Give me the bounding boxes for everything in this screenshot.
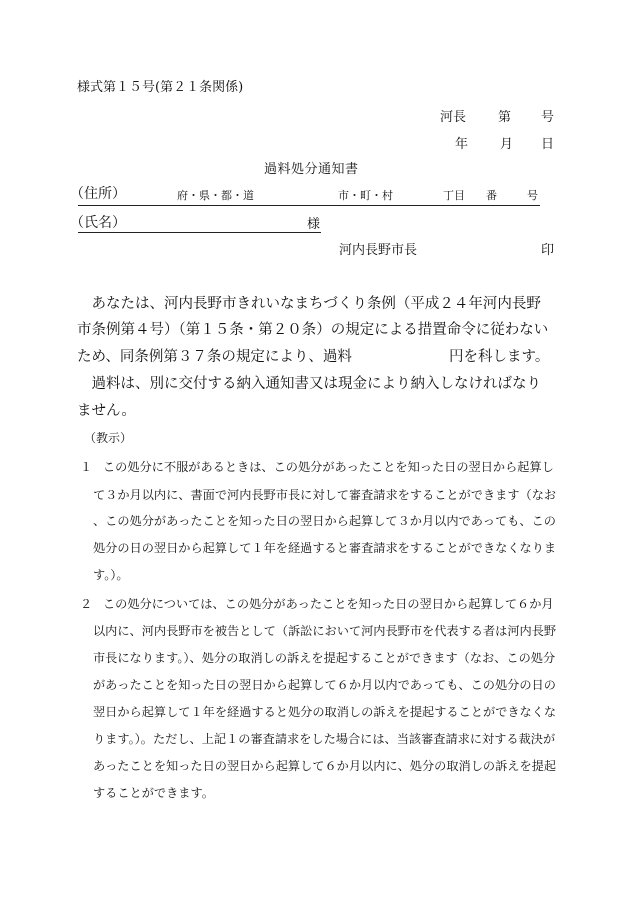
instruction-heading: （教示） (84, 431, 133, 445)
issuer-seal: 印 (541, 243, 555, 258)
item2-line8: することができます。 (93, 786, 214, 800)
address-underline (78, 205, 540, 206)
item2-line7: あったことを知った日の翌日から起算して６か月以内に、処分の取消しの訴えを提起 (93, 759, 557, 773)
item2-line5: 翌日から起算して１年を経過すると処分の取消しの訴えを提起することができなくな (93, 705, 557, 719)
issuer-title: 河内長野市長 (339, 243, 418, 258)
item2-number: ２ (80, 597, 93, 611)
body-p2-line1: 過料は、別に交付する納入通知書又は現金により納入しなければなり (77, 376, 541, 392)
body-p1-line3b: 円を科します。 (449, 349, 550, 365)
ref-go: 号 (541, 110, 555, 125)
ref-kawacho: 河長 (440, 110, 467, 125)
body-p2-line2: ません。 (77, 403, 136, 419)
name-sama: 様 (307, 217, 321, 232)
item1-line4: 処分の日の翌日から起算して１年を経過すると審査請求をすることができなくなりま (93, 541, 557, 555)
item2-line6: ります。）。ただし、上記１の審査請求をした場合には、当該審査請求に対する裁決が (93, 732, 556, 746)
address-city: 市・町・村 (338, 189, 393, 202)
item1-line1: この処分に不服があるときは、この処分があったことを知った日の翌日から起算し (103, 460, 554, 474)
ref-dai: 第 (498, 110, 512, 125)
name-underline (78, 232, 321, 233)
item2-line4: があったことを知った日の翌日から起算して６か月以内であっても、この処分の日の (93, 678, 556, 692)
document-title: 過料処分通知書 (264, 162, 359, 177)
item1-line3: 、この処分があったことを知った日の翌日から起算して３か月以内であっても、この (93, 514, 556, 528)
body-p1-line1: あなたは、河内長野市きれいなまちづくり条例（平成２４年河内長野 (77, 296, 541, 312)
body-p1-line2: 市条例第４号）（第１５条・第２０条）の規定による措置命令に従わない (77, 322, 549, 338)
date-hi: 日 (541, 137, 555, 152)
address-ban: 番 (486, 189, 497, 202)
item2-line1: この処分については、この処分があったことを知った日の翌日から起算して６か月 (103, 597, 554, 611)
address-label: （住所） (70, 186, 126, 202)
address-chome: 丁目 (443, 189, 465, 202)
date-nen: 年 (455, 137, 469, 152)
date-tsuki: 月 (500, 137, 514, 152)
address-prefecture: 府・県・都・道 (177, 189, 254, 202)
item2-line2: 以内に、河内長野市を被告として（訴訟において河内長野市を代表する者は河内長野 (93, 624, 557, 638)
item1-line5: す。）。 (93, 568, 129, 582)
item1-number: １ (80, 460, 93, 474)
name-label: （氏名） (70, 215, 126, 231)
form-number: 様式第１５号(第２１条関係) (77, 80, 244, 95)
item2-line3: 市長になります。）、処分の取消しの訴えを提起することができます（なお、この処分 (93, 651, 556, 665)
item1-line2: て３か月以内に、書面で河内長野市長に対して審査請求をすることができます（なお (93, 488, 557, 502)
address-go: 号 (527, 189, 538, 202)
body-p1-line3a: ため、同条例第３７条の規定により、過料 (77, 349, 352, 365)
